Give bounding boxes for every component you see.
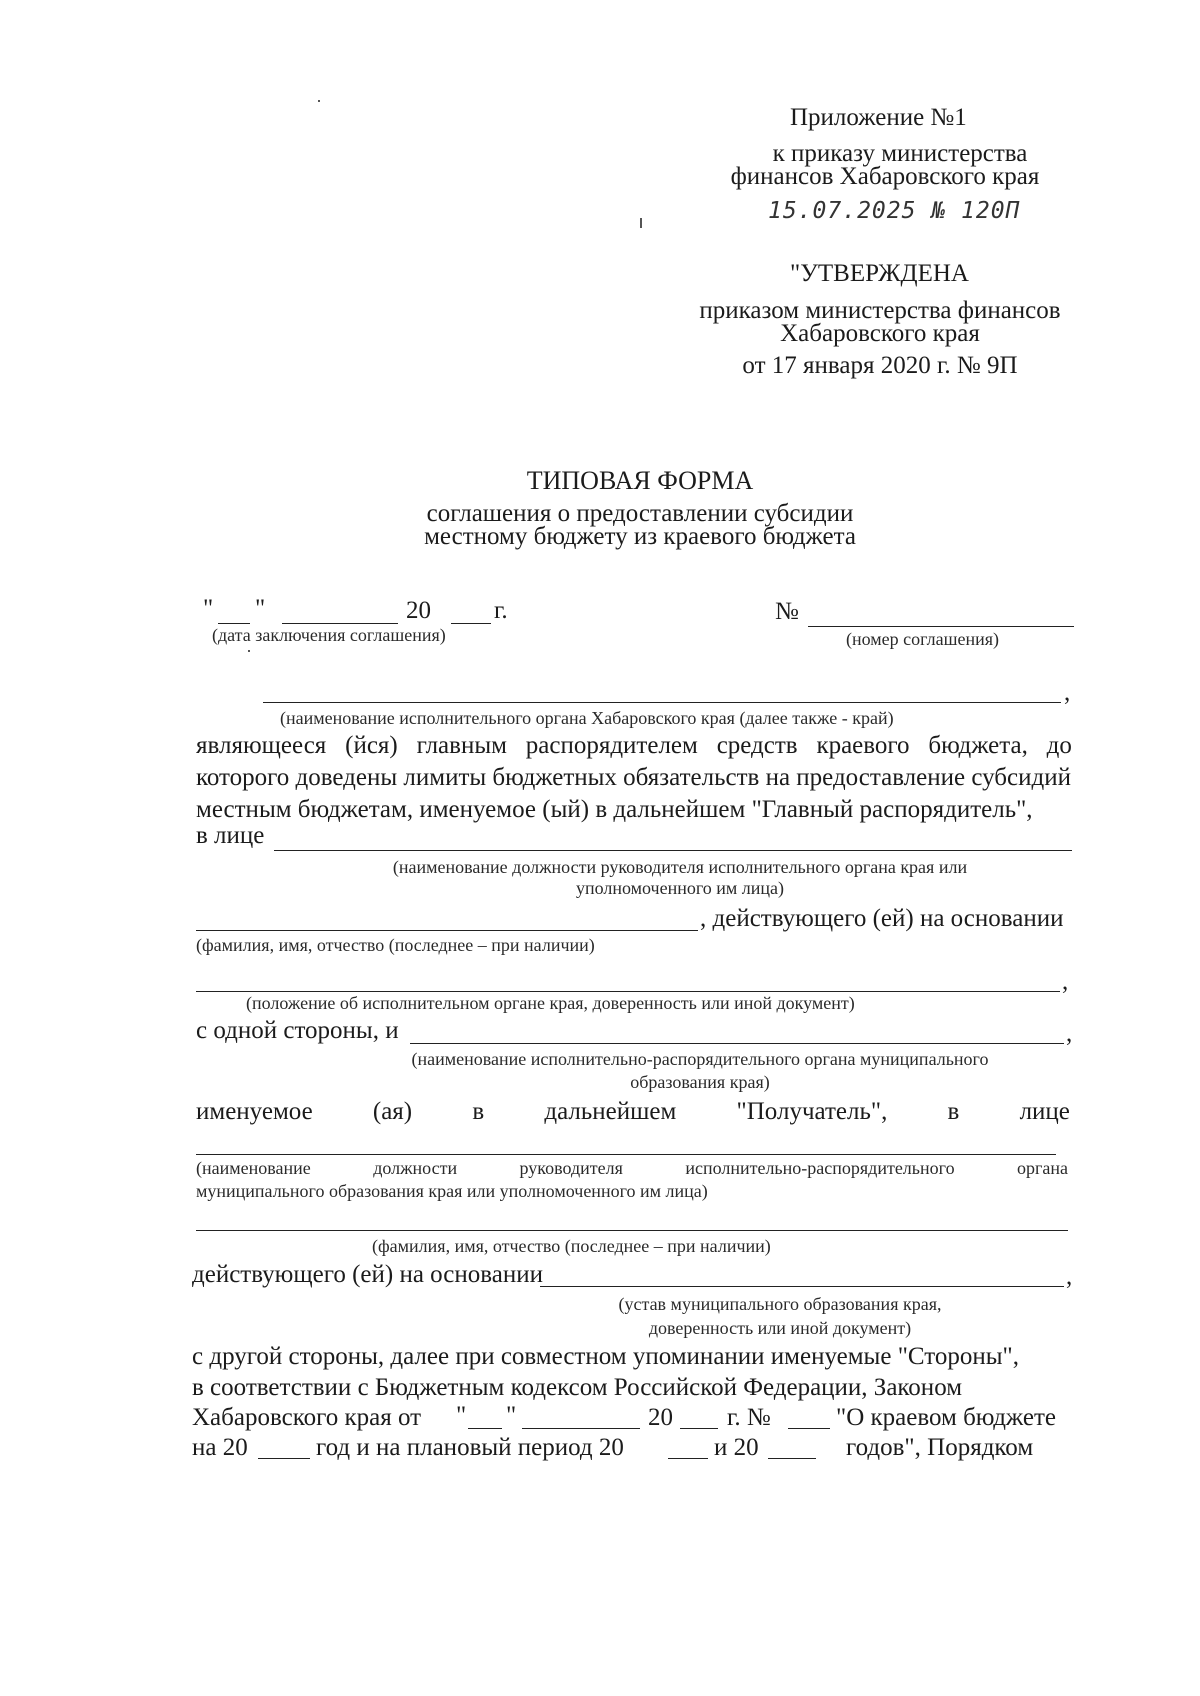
- executive-organ-blank: [263, 702, 1061, 703]
- doc-subtitle1: соглашения о предоставлении субсидии: [426, 500, 854, 527]
- planning-year2-blank: [768, 1458, 816, 1459]
- paragraph1-word: главным: [416, 732, 507, 759]
- paragraph1-word: (йся): [345, 732, 398, 759]
- recipient-head-caption1: [196, 1158, 1068, 1179]
- head-position-caption1: (наименование должности руководителя исполнительного органа края или: [392, 857, 968, 877]
- law-number-label: г. №: [727, 1404, 771, 1431]
- law-month-blank: [522, 1428, 640, 1429]
- comma: ,: [1066, 1263, 1073, 1290]
- doc-title: ТИПОВАЯ ФОРМА: [526, 466, 754, 495]
- paragraph1-line3: местным бюджетам, именуемое (ый) в дальнейшем "Главный распорядитель",: [196, 796, 1033, 823]
- paragraph2-line2: в соответствии с Бюджетным кодексом Российской Федерации, Законом: [192, 1374, 963, 1401]
- fio-caption: (фамилия, имя, отчество (последнее – при наличии): [196, 935, 595, 955]
- recipient-named-word: в: [472, 1098, 485, 1125]
- date-day-blank: [218, 623, 250, 624]
- paragraph1-word: являющееся: [196, 732, 327, 759]
- recipient-head-caption-word: органа: [1017, 1158, 1068, 1178]
- charter-blank: [540, 1286, 1064, 1287]
- order-line2: финансов Хабаровского края: [730, 163, 1040, 190]
- acting2-text: действующего (ей) на основании: [192, 1261, 543, 1288]
- head-position-caption2: уполномоченного им лица): [575, 878, 785, 898]
- municipal-organ-caption2: образования края): [630, 1072, 770, 1092]
- order-line1: к приказу министерства: [772, 140, 1028, 167]
- comma: ,: [1062, 968, 1069, 995]
- paragraph1-word: распорядителем: [525, 732, 698, 759]
- municipal-organ-caption1: (наименование исполнительно-распорядительного органа муниципального: [411, 1049, 989, 1069]
- handwritten-date-number: 15.07.2025 № 120П: [768, 198, 1021, 224]
- doc-subtitle2: местному бюджету из краевого бюджета: [424, 523, 856, 550]
- planning-period-text: год и на плановый период 20: [316, 1434, 624, 1461]
- paragraph2-line3-start: Хабаровского края от: [192, 1404, 422, 1431]
- recipient-named-word: именуемое: [196, 1098, 313, 1125]
- date-year-blank: [451, 623, 491, 624]
- recipient-head-blank: [196, 1154, 1056, 1155]
- number-caption: (номер соглашения): [846, 629, 999, 649]
- recipient-named-word: (ая): [372, 1098, 413, 1125]
- recipient-head-caption-word: должности: [373, 1158, 458, 1178]
- head-position-blank: [274, 850, 1072, 851]
- planning-and-text: и 20: [714, 1434, 759, 1461]
- acting-on-basis-text: , действующего (ей) на основании: [700, 905, 1064, 932]
- date-month-blank: [282, 623, 398, 624]
- recipient-head-caption-word: исполнительно-распорядительного: [685, 1158, 955, 1178]
- law-date-quote-close: ": [506, 1402, 517, 1429]
- executive-organ-caption: (наименование исполнительного органа Хабаровского края (далее также - край): [280, 708, 894, 728]
- charter-caption2: доверенность или иной документ): [648, 1318, 912, 1338]
- recipient-head-caption-word: руководителя: [519, 1158, 623, 1178]
- date-caption: (дата заключения соглашения): [212, 625, 446, 645]
- charter-caption1: (устав муниципального образования края,: [618, 1294, 942, 1314]
- budget-year-blank: [258, 1458, 310, 1459]
- date-quote-close: ": [255, 595, 266, 622]
- law-title-start: "О краевом бюджете: [836, 1404, 1056, 1431]
- one-side-text: с одной стороны, и: [196, 1017, 399, 1044]
- comma: ,: [1064, 679, 1071, 706]
- agreement-number-blank: [808, 626, 1074, 627]
- recipient-head-caption2: муниципального образования края или уполномоченного им лица): [196, 1181, 708, 1201]
- recipient-fio-caption: (фамилия, имя, отчество (последнее – при наличии): [372, 1236, 771, 1256]
- recipient-named-word: лице: [1019, 1098, 1070, 1125]
- paragraph1-line2: которого доведены лимиты бюджетных обязательств на предоставление субсидий: [196, 764, 1071, 791]
- years-procedure-text: годов", Порядком: [846, 1434, 1034, 1461]
- paragraph1-word: бюджета,: [928, 732, 1028, 759]
- planning-year1-blank: [668, 1458, 708, 1459]
- recipient-named-word: "Получатель",: [736, 1098, 888, 1125]
- recipient-named-word: в: [947, 1098, 960, 1125]
- paragraph1-line1: [196, 732, 1072, 760]
- law-year-prefix: 20: [648, 1404, 673, 1431]
- recipient-fio-blank: [196, 1230, 1068, 1231]
- paragraph1-word: средств: [716, 732, 798, 759]
- approved-label: "УТВЕРЖДЕНА: [790, 260, 969, 287]
- basis-document-blank: [196, 991, 1060, 992]
- paragraph1-word: до: [1046, 732, 1072, 759]
- date-g-label: г.: [494, 597, 508, 624]
- fio-blank: [196, 930, 698, 931]
- approved-date: от 17 января 2020 г. № 9П: [742, 352, 1018, 379]
- approved-line1: приказом министерства финансов: [699, 297, 1061, 324]
- paragraph1-line4: в лице: [196, 822, 265, 849]
- appendix-label: Приложение №1: [790, 104, 967, 131]
- scan-speck: [248, 650, 250, 652]
- budget-year-prefix: на 20: [192, 1434, 248, 1461]
- recipient-named-line: [196, 1098, 1070, 1126]
- recipient-head-caption-word: (наименование: [196, 1158, 311, 1178]
- recipient-named-word: дальнейшем: [544, 1098, 677, 1125]
- scan-speck: [318, 100, 320, 102]
- municipal-organ-blank: [410, 1043, 1064, 1044]
- law-year-blank: [680, 1428, 718, 1429]
- paragraph1-word: краевого: [816, 732, 910, 759]
- number-sign: №: [775, 598, 799, 625]
- law-day-blank: [468, 1428, 502, 1429]
- paragraph2-line1: с другой стороны, далее при совместном упоминании именуемые "Стороны",: [192, 1343, 1019, 1370]
- scan-speck: [640, 218, 642, 228]
- approved-line2: Хабаровского края: [780, 320, 980, 347]
- date-quote-open: ": [203, 595, 214, 622]
- comma: ,: [1066, 1020, 1073, 1047]
- basis-document-caption: (положение об исполнительном органе края, доверенность или иной документ): [246, 993, 855, 1013]
- law-number-blank: [788, 1428, 830, 1429]
- date-year-prefix: 20: [406, 597, 431, 624]
- law-date-quote-open: ": [456, 1402, 467, 1429]
